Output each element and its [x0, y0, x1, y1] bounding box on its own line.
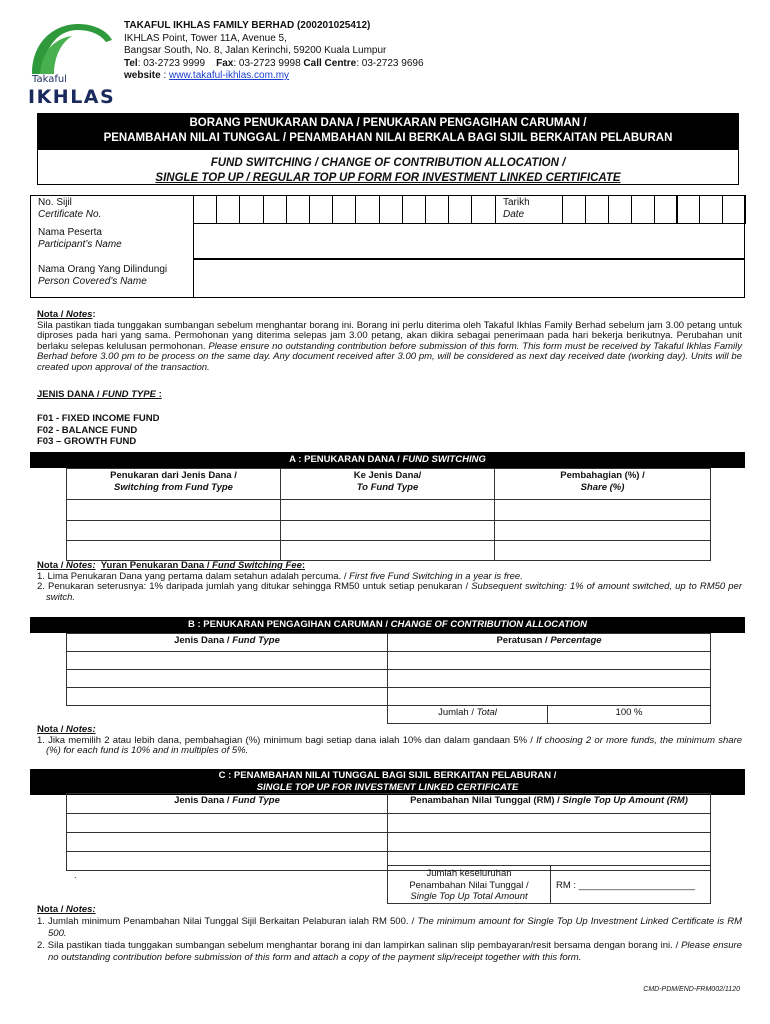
section-b-total-table	[387, 705, 711, 724]
website-label: website	[124, 70, 161, 82]
section-b-title-my: B : PENUKARAN PENGAGIHAN CARUMAN /	[188, 619, 389, 630]
note-en: First five Fund Switching in a year is free.	[349, 570, 523, 582]
char-box[interactable]	[677, 195, 701, 224]
section-c-dot: .	[74, 870, 77, 880]
col-share-en: Share (%)	[580, 482, 625, 493]
char-box[interactable]	[379, 195, 403, 224]
char-box[interactable]	[286, 195, 310, 224]
title-en-line-2: SINGLE TOP UP / REGULAR TOP UP FORM FOR INVESTMENT LINKED CERTIFICATE	[155, 172, 621, 184]
char-box[interactable]	[722, 195, 746, 224]
form-code: CMD-PDM/END-FRM002/1120	[643, 986, 740, 993]
section-c-notes	[37, 905, 742, 964]
section-c-notes-heading: Nota / Notes:	[37, 904, 96, 915]
section-b-notes	[37, 725, 742, 757]
char-box[interactable]	[608, 195, 632, 224]
col-fund-en: Fund Type	[232, 795, 280, 806]
tel-label: Tel	[124, 57, 138, 69]
table-cell-input[interactable]	[281, 500, 495, 521]
section-a-col-share	[495, 469, 711, 500]
section-a-table	[66, 468, 711, 561]
logo-word-ikhlas: IKHLAS	[28, 86, 116, 108]
table-cell-input[interactable]	[281, 521, 495, 541]
form-title-english	[38, 156, 738, 186]
total-line-1: Jumlah keseluruhan	[426, 868, 512, 879]
notes-heading-en: Notes:	[66, 560, 96, 571]
table-cell-input[interactable]	[67, 521, 281, 541]
notes-heading-my: Nota	[37, 904, 59, 915]
title-my-line-2: PENAMBAHAN NILAI TUNGGAL / PENAMBAHAN NILAI BERKALA BAGI SIJIL BERKAITAN PELABURAN	[103, 132, 673, 144]
note-my: 2. Sila pastikan tiada tunggakan sumbangan sebelum menghantar borang ini dan lampirkan salinan slip pembayaran/resit bersama dengan borang ini. /	[37, 940, 679, 951]
notes-general	[37, 310, 742, 374]
fund-type-list	[37, 413, 159, 448]
notes-sub-my: Yuran Penukaran Dana	[100, 560, 205, 571]
col-fund-en: Fund Type	[232, 635, 280, 646]
table-cell-input[interactable]	[67, 852, 388, 871]
section-b-table	[66, 633, 711, 706]
section-a-note-2	[37, 582, 742, 603]
title-my-line-1: BORANG PENUKARAN DANA / PENUKARAN PENGAGIHAN CARUMAN /	[189, 117, 587, 129]
company-contacts	[124, 58, 424, 71]
title-en-line-1: FUND SWITCHING / CHANGE OF CONTRIBUTION ALLOCATION /	[210, 157, 566, 169]
notes-heading-my: Nota	[37, 309, 59, 320]
participant-name-label	[38, 227, 122, 250]
fund-type-item: F02 - BALANCE FUND	[37, 424, 138, 436]
person-covered-label-en: Person Covered’s Name	[38, 275, 147, 287]
table-cell-input[interactable]	[388, 688, 711, 706]
table-cell-input[interactable]	[67, 670, 388, 688]
table-cell-input[interactable]	[388, 670, 711, 688]
section-c-header	[30, 769, 745, 795]
notes-heading-en: Notes	[66, 309, 93, 320]
table-cell-input[interactable]	[281, 541, 495, 561]
section-a-title-my: A : PENUKARAN DANA /	[289, 454, 400, 465]
col-to-en: To Fund Type	[356, 482, 419, 493]
table-cell-input[interactable]	[388, 814, 711, 833]
form-title-box	[37, 113, 739, 185]
cert-no-label-my: No. Sijil	[38, 197, 72, 208]
date-label	[503, 197, 530, 220]
col-from-my: Penukaran dari Jenis Dana /	[110, 470, 237, 481]
table-cell-input[interactable]	[67, 500, 281, 521]
table-cell-input[interactable]	[67, 652, 388, 670]
company-info	[124, 20, 424, 83]
notes-heading-en: Notes:	[66, 904, 96, 915]
callcentre-value: : 03-2723 9696	[356, 57, 424, 69]
takaful-ikhlas-logo	[26, 18, 114, 106]
col-to-my: Ke Jenis Dana/	[353, 470, 422, 481]
char-box[interactable]	[216, 195, 240, 224]
section-c-note-2	[37, 940, 742, 964]
notes-heading-my: Nota	[37, 724, 59, 735]
section-c-total-amount-field[interactable]: RM : ______________________	[551, 866, 711, 904]
table-cell-input[interactable]	[388, 833, 711, 852]
logo-word-takaful: Takaful	[32, 74, 67, 85]
section-b-col-percentage	[388, 634, 711, 652]
col-pct-en: Percentage	[550, 635, 602, 646]
company-address-1: IKHLAS Point, Tower 11A, Avenue 5,	[124, 32, 287, 44]
col-pct-my: Peratusan /	[496, 635, 548, 646]
fax-value: : 03-2723 9998	[233, 57, 301, 69]
person-covered-label-my: Nama Orang Yang Dilindungi	[38, 264, 168, 275]
section-b-col-fund	[67, 634, 388, 652]
char-box[interactable]	[332, 195, 356, 224]
cert-no-label-en: Certificate No.	[38, 208, 102, 220]
person-covered-field[interactable]	[193, 259, 745, 298]
section-a-col-to	[281, 469, 495, 500]
notes-body-en: Please ensure no outstanding contribution before submission of this form. This form must be received by Takaful Ikhlas Family Berhad before 3.00 pm to be process on the same day. Any document received after 3.00 pm, will be considered as next day received date (working day). Units will be created upon approval of the transaction.	[37, 340, 742, 373]
person-covered-label	[38, 264, 167, 287]
section-a-header	[30, 452, 745, 468]
char-box[interactable]	[699, 195, 723, 224]
section-a-title-en: FUND SWITCHING	[402, 454, 486, 465]
char-box[interactable]	[585, 195, 609, 224]
section-b-note-1	[37, 736, 742, 757]
section-c-total-label	[388, 866, 551, 904]
col-fund-my: Jenis Dana /	[174, 635, 230, 646]
note-my: 1. Lima Penukaran Dana yang pertama dalam setahun adalah percuma. /	[37, 570, 347, 582]
col-amount-en: Single Top Up Amount (RM)	[562, 795, 688, 806]
total-line-3: Single Top Up Total Amount	[410, 891, 528, 902]
section-c-title-line-2: SINGLE TOP UP FOR INVESTMENT LINKED CERTIFICATE	[256, 782, 519, 793]
table-cell-input[interactable]	[67, 688, 388, 706]
participant-name-label-en: Participant’s Name	[38, 238, 122, 250]
section-b-total-value: 100 %	[548, 706, 711, 724]
char-box[interactable]	[263, 195, 287, 224]
form-title-malay	[38, 116, 738, 146]
fund-type-heading: JENIS DANA / FUND TYPE :	[37, 389, 162, 400]
notes-general-body	[37, 321, 742, 374]
note-en: If choosing 2 or more funds, the minimum share (%) for each fund is 10% and in multiples of 5%.	[46, 734, 743, 757]
char-box[interactable]	[355, 195, 379, 224]
note-en: The minimum amount for Single Top Up Investment Linked Certificate is RM 500.	[48, 915, 743, 939]
char-box[interactable]	[631, 195, 655, 224]
total-en: Total	[476, 707, 497, 718]
section-b-title-en: CHANGE OF CONTRIBUTION ALLOCATION	[390, 619, 587, 630]
section-a-notes	[37, 561, 742, 603]
date-label-my: Tarikh	[503, 197, 530, 208]
char-box[interactable]	[471, 195, 495, 224]
company-address-2: Bangsar South, No. 8, Jalan Kerinchi, 59200 Kuala Lumpur	[124, 45, 387, 57]
notes-heading-en: Notes:	[66, 724, 96, 735]
callcentre-label: Call Centre	[303, 57, 357, 69]
section-c-total-table	[387, 865, 711, 904]
total-line-2: Penambahan Nilai Tunggal /	[409, 879, 529, 891]
date-label-en: Date	[503, 208, 525, 220]
note-en: Please ensure no outstanding contribution before submission of this form and attach a copy of the payment slip/receipt together with this form.	[48, 940, 742, 964]
col-from-en: Switching from Fund Type	[114, 482, 233, 493]
notes-sub-en: Fund Switching Fee	[212, 560, 302, 571]
section-b-header	[30, 617, 745, 633]
char-box[interactable]	[309, 195, 333, 224]
table-cell-input[interactable]	[495, 500, 711, 521]
cert-no-label	[38, 197, 101, 220]
company-name: TAKAFUL IKHLAS FAMILY BERHAD (200201025412)	[124, 20, 371, 31]
col-share-my: Pembahagian (%) /	[560, 470, 645, 481]
char-box[interactable]	[562, 195, 586, 224]
note-my: 2. Penukaran seterusnya: 1% daripada jumlah yang ditukar sehingga RM50 untuk setiap penukaran /	[37, 581, 469, 593]
char-box[interactable]	[193, 195, 217, 224]
char-box[interactable]	[239, 195, 263, 224]
char-box[interactable]	[425, 195, 449, 224]
section-b-notes-heading: Nota / Notes:	[37, 724, 96, 735]
note-my: 1. Jika memilih 2 atau lebih dana, pembahagian (%) minimum bagi setiap dana ialah 10% dan dalam gandaan 5% /	[37, 734, 533, 746]
notes-body-my: Sila pastikan tiada tunggakan sumbangan sebelum menghantar borang ini. Borang ini perlu diterima oleh Takaful Ikhlas Family Berhad sebelum jam 3.00 petang untuk diproses pada hari yang sama. Permohonan yang diterima selepas jam 3.00 petang, akan dikira sebagai penerimaan pada hari bekerja berikutnya. Perubahan unit berlaku selepas kelulusan permohonan.	[37, 319, 742, 352]
section-a-notes-heading: Nota / Notes: Yuran Penukaran Dana / Fund Switching Fee:	[37, 560, 306, 571]
char-box[interactable]	[402, 195, 426, 224]
table-cell-input[interactable]	[495, 541, 711, 561]
participant-name-field[interactable]	[193, 223, 745, 259]
tel-value: : 03-2723 9999	[137, 57, 205, 69]
section-c-table	[66, 793, 711, 871]
note-my: 1. Jumlah minimum Penambahan Nilai Tunggal Sijil Berkaitan Pelaburan ialah RM 500. /	[37, 915, 415, 927]
section-c-col-amount	[388, 794, 711, 814]
col-fund-my: Jenis Dana /	[174, 795, 230, 806]
notes-general-heading: Nota / Notes:	[37, 309, 96, 320]
section-c-col-fund	[67, 794, 388, 814]
col-amount-my: Penambahan Nilai Tunggal (RM) /	[410, 795, 560, 806]
section-c-note-1	[37, 916, 742, 940]
table-cell-input[interactable]	[67, 833, 388, 852]
char-box[interactable]	[654, 195, 678, 224]
section-a-col-from	[67, 469, 281, 500]
participant-name-label-my: Nama Peserta	[38, 227, 102, 238]
table-cell-input[interactable]	[67, 541, 281, 561]
table-cell-input[interactable]	[67, 814, 388, 833]
website-link[interactable]: www.takaful-ikhlas.com.my	[169, 70, 290, 82]
fax-label: Fax	[216, 57, 234, 69]
fund-type-item: F03 – GROWTH FUND	[37, 436, 137, 447]
fund-type-item: F01 - FIXED INCOME FUND	[37, 413, 160, 424]
table-cell-input[interactable]	[495, 521, 711, 541]
section-c-title-line-1: C : PENAMBAHAN NILAI TUNGGAL BAGI SIJIL BERKAITAN PELABURAN /	[218, 770, 557, 781]
notes-heading-my: Nota	[37, 560, 59, 571]
section-b-total-label	[388, 706, 548, 724]
company-website-line: website : www.takaful-ikhlas.com.my	[124, 70, 290, 82]
total-my: Jumlah /	[438, 707, 474, 718]
note-en: Subsequent switching: 1% of amount switched, up to RM50 per switch.	[46, 581, 743, 603]
table-cell-input[interactable]	[388, 652, 711, 670]
fund-type-heading-my: JENIS DANA	[37, 389, 95, 400]
char-box[interactable]	[448, 195, 472, 224]
fund-type-heading-en: FUND TYPE	[102, 389, 156, 400]
